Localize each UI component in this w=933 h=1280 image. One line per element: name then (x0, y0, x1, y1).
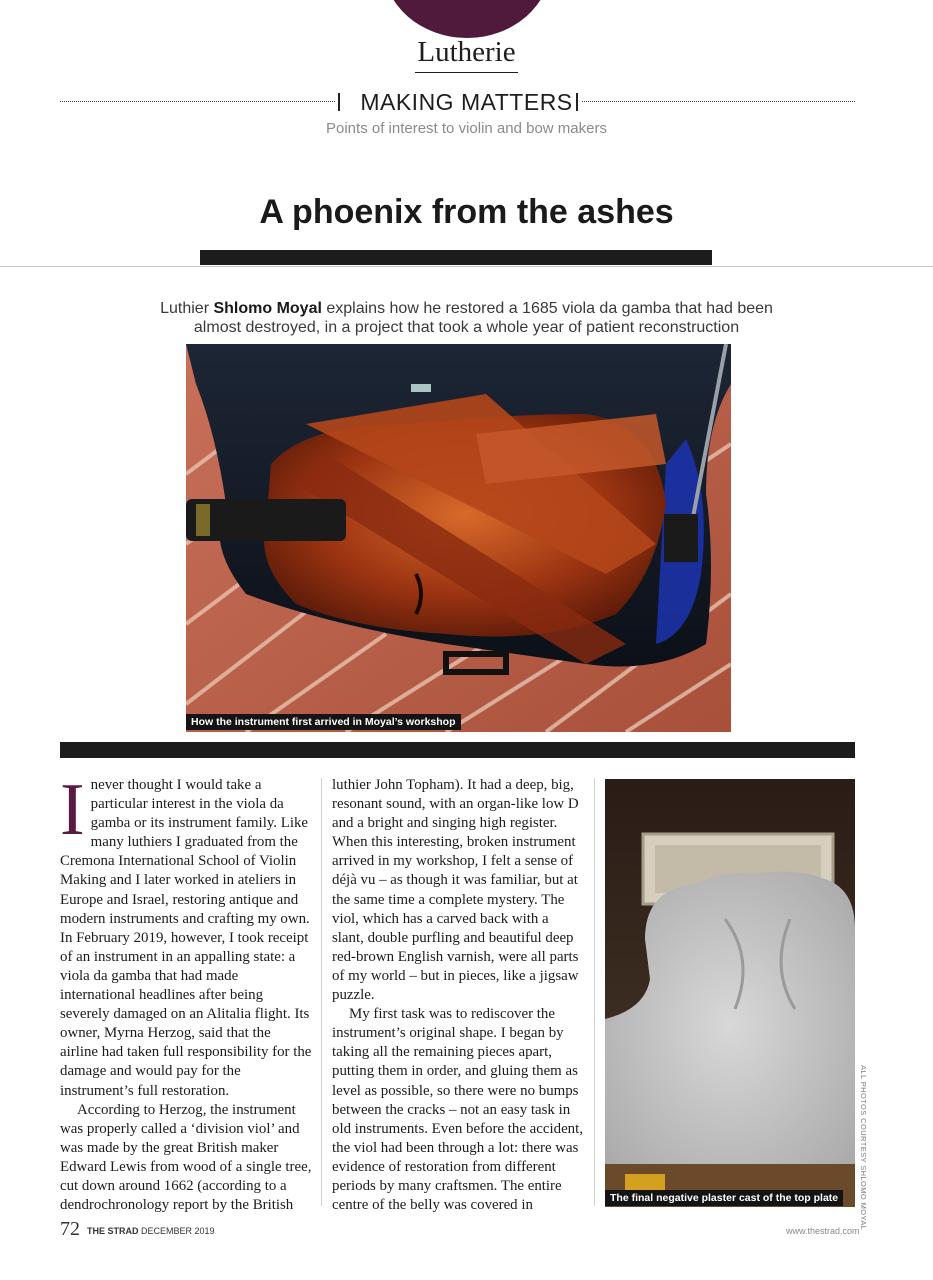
headline-bar (200, 250, 712, 265)
paragraph: luthier John Topham). It had a deep, big, resonant sound, with an organ-like low D and a bright and singing high register. When this interesting, broken instrument arrived in my workshop, I felt a sense of déjà vu – as though it was familiar, but at the same time a complete mystery. The viol, which has a carved back with a slant, double purfling and beautiful deep red-brown English varnish, were all parts of my world – but in pieces, like a jigsaw puzzle. (332, 777, 579, 1004)
body-column-1 (60, 769, 312, 1215)
broken-viol-illustration (186, 344, 731, 732)
paragraph: My first task was to rediscover the instrument’s original shape. I began by taking all the remaining pieces apart, putting them in order, and gluing them as level as possible, so there were no bumps between the cracks – not an easy task in old instruments. Even before the accident, the viol had been through a lot: there was evidence of restoration from different periods by many craftsmen. The entire centre of the belly was covered in (332, 1006, 583, 1214)
column-divider (321, 778, 322, 1206)
dotted-rule-right (582, 101, 855, 102)
paragraph: never thought I would take a particular interest in the viola da gamba or its instrument family. Like many luthiers I graduated from the Cremona International School of Violin Making and I later worked in ateliers in Europe and Israel, restoring antique and modern instruments and crafting my own. In February 2019, however, I took receipt of an instrument in an appalling state: a viola da gamba that had made international headlines after being severely damaged on an Alitalia flight. Its owner, Myrna Herzog, said that the airline had taken full responsibility for the damage and would pay for the instrument’s full restoration. (60, 777, 312, 1099)
standfirst: Luthier Shlomo Moyal explains how he restored a 1685 viola da gamba that had been almost destroyed, in a project that took a whole year of patient reconstruction (160, 300, 773, 336)
author-name: Shlomo Moyal (213, 300, 322, 317)
side-photo-plaster-cast (605, 779, 855, 1207)
main-photo-caption: How the instrument first arrived in Moyal’s workshop (186, 714, 461, 730)
plaster-cast-illustration (605, 779, 855, 1207)
paragraph: According to Herzog, the instrument was properly called a ‘division viol’ and was made by the great British maker Edward Lewis from wood of a single tree, cut down around 1662 (according to a dendrochronology report by the British (60, 1101, 312, 1214)
body-column-2 (332, 776, 584, 1215)
side-photo-caption: The final negative plaster cast of the top plate (605, 1190, 843, 1206)
horizontal-rule (0, 266, 933, 267)
divider-tick-right (576, 93, 578, 111)
page-number: 72 (60, 1218, 80, 1240)
column-title: MAKING MATTERS (360, 89, 573, 115)
photo-credit: ALL PHOTOS COURTESY SHLOMO MOYAL (859, 1065, 868, 1231)
article-headline: A phoenix from the ashes (259, 193, 674, 231)
magazine-issue: THE STRAD DECEMBER 2019 (87, 1226, 215, 1236)
column-divider (594, 778, 595, 1206)
main-photo-broken-viol (186, 344, 731, 732)
section-bar (60, 742, 855, 758)
section-label: Lutherie (0, 36, 933, 69)
website-url: www.thestrad.com (786, 1226, 860, 1236)
drop-cap: I (60, 769, 85, 851)
column-subtitle: Points of interest to violin and bow makers (326, 120, 607, 137)
section-badge-circle (383, 0, 551, 38)
